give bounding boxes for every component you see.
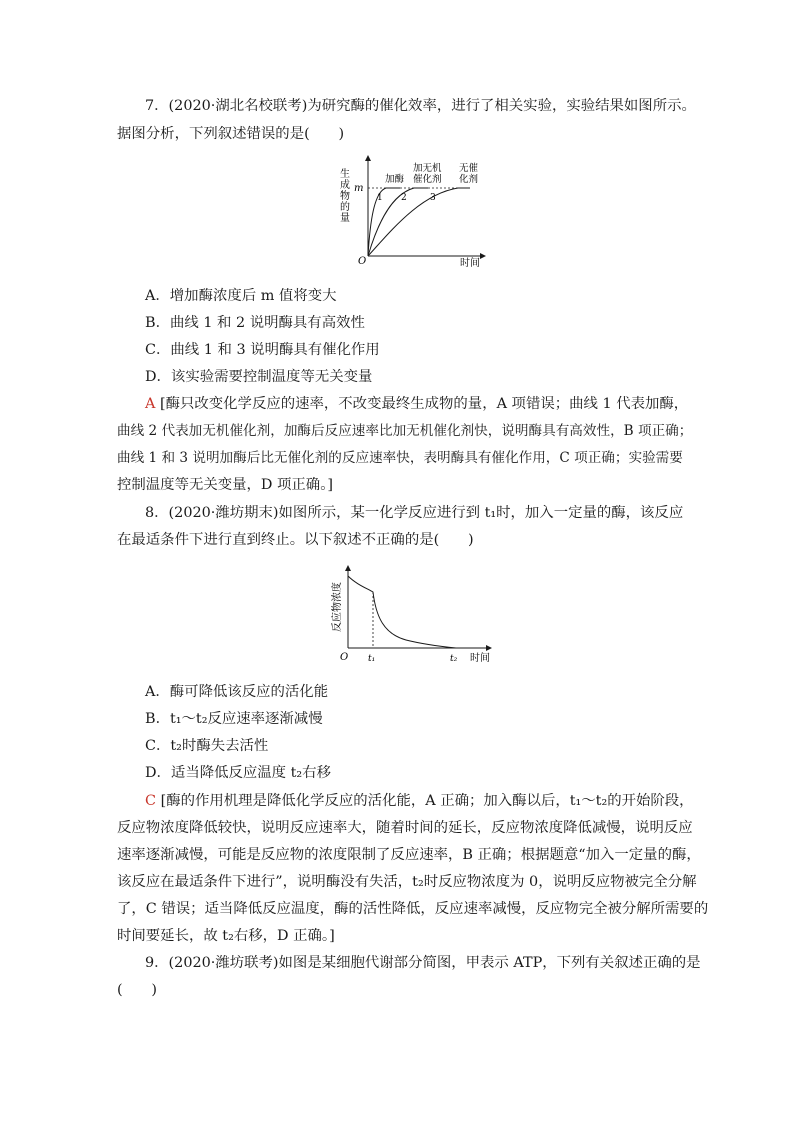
q8-xlabel: 时间: [470, 653, 490, 664]
q7-origin: O: [358, 256, 367, 267]
q8-answer-letter: C: [145, 793, 157, 809]
q7-ylabel-2: 物: [340, 191, 350, 202]
q7-figure: [330, 152, 490, 267]
q8-explanation-line6: 时间要延长，故 t₂右移，D 正确。]: [117, 928, 335, 944]
q8-stem-line2: 在最适条件下进行直到终止。以下叙述不正确的是( ): [117, 532, 474, 548]
q7-option-a: A．增加酶浓度后 m 值将变大: [145, 288, 337, 304]
q9-stem-line2: ( ): [117, 982, 158, 998]
q7-curve-3: [368, 188, 470, 256]
q7-legend-enzyme: 加酶: [385, 174, 405, 185]
q7-explanation-line3: 曲线 1 和 3 说明加酶后比无催化剂的反应速率快，表明酶具有催化作用，C 项正确；实验需要: [117, 450, 683, 466]
q8-option-a: A．酶可降低该反应的活化能: [145, 684, 329, 700]
q8-option-d: D．适当降低反应温度 t₂右移: [145, 765, 331, 781]
q8-t1-label: t₁: [368, 654, 376, 664]
q7-option-c: C．曲线 1 和 3 说明酶具有催化作用: [145, 342, 380, 358]
q7-curve-1: [368, 188, 400, 256]
q8-t2-label: t₂: [450, 654, 458, 664]
q7-legend-none-2: 化剂: [459, 174, 479, 185]
q7-curve-label-1: 1: [377, 193, 383, 203]
q7-curve-label-3: 3: [430, 193, 436, 203]
q7-ylabel-1: 成: [340, 180, 350, 191]
q7-explanation-line4: 控制温度等无关变量，D 项正确。]: [117, 477, 333, 493]
q8-explanation-text-1: [酶的作用机理是降低化学反应的活化能，A 正确；加入酶以后，t₁～t₂的开始阶段，: [160, 793, 694, 809]
q8-origin: O: [340, 652, 349, 663]
q7-ylabel-0: 生: [340, 169, 350, 180]
q7-legend-inorganic-1: 加无机: [413, 163, 442, 174]
q8-ylabel: 反应物浓度: [332, 582, 343, 632]
q8-option-b: B．t₁～t₂反应速率逐渐减慢: [145, 711, 323, 727]
q8-stem-line1: 8．(2020·潍坊期末)如图所示，某一化学反应进行到 t₁时，加入一定量的酶，该反应: [145, 505, 684, 521]
q8-explanation-line4: 该反应在最适条件下进行”，说明酶没有失活，t₂时反应物浓度为 0，说明反应物被完全分解: [117, 874, 697, 890]
q7-explanation-line1: [145, 394, 688, 414]
q7-m-label: m: [354, 183, 364, 194]
q7-legend-none-1: 无催: [459, 163, 479, 174]
q8-explanation-line2: 反应物浓度降低较快，说明反应速率大，随着时间的延长，反应物浓度降低减慢，说明反应: [117, 820, 693, 836]
q7-legend-inorganic-2: 催化剂: [413, 174, 442, 185]
q7-xlabel: 时间: [460, 258, 480, 267]
q7-ylabel-4: 量: [340, 213, 350, 224]
q7-option-b: B．曲线 1 和 2 说明酶具有高效性: [145, 315, 365, 331]
q8-explanation-line3: 速率逐渐减慢，可能是反应物的浓度限制了反应速率，B 正确；根据题意“加入一定量的酶，: [117, 847, 701, 863]
q7-stem-line1: 7．(2020·湖北名校联考)为研究酶的催化效率，进行了相关实验，实验结果如图所示。: [145, 98, 696, 114]
q8-explanation-line5: 了，C 错误；适当降低反应温度，酶的活性降低，反应速率减慢，反应物完全被分解所需要的: [117, 901, 709, 917]
q7-answer-letter: A: [145, 396, 156, 412]
q7-stem-line2: 据图分析，下列叙述错误的是( ): [117, 126, 345, 142]
q8-curve: [348, 576, 456, 648]
q8-figure: [326, 562, 501, 667]
q7-curve-label-2: 2: [401, 193, 407, 203]
q8-option-c: C．t₂时酶失去活性: [145, 738, 269, 754]
q7-explanation-text-1: [酶只改变化学反应的速率，不改变最终生成物的量，A 项错误；曲线 1 代表加酶，: [159, 396, 689, 412]
q7-explanation-line2: 曲线 2 代表加无机催化剂，加酶后反应速率比加无机催化剂快，说明酶具有高效性，B 项正确；: [117, 423, 693, 439]
q9-stem-line1: 9．(2020·潍坊联考)如图是某细胞代谢部分简图，甲表示 ATP，下列有关叙述正确的是: [145, 955, 701, 971]
q8-explanation-line1: [145, 791, 694, 811]
q7-option-d: D．该实验需要控制温度等无关变量: [145, 369, 373, 385]
q7-ylabel-3: 的: [340, 202, 350, 213]
